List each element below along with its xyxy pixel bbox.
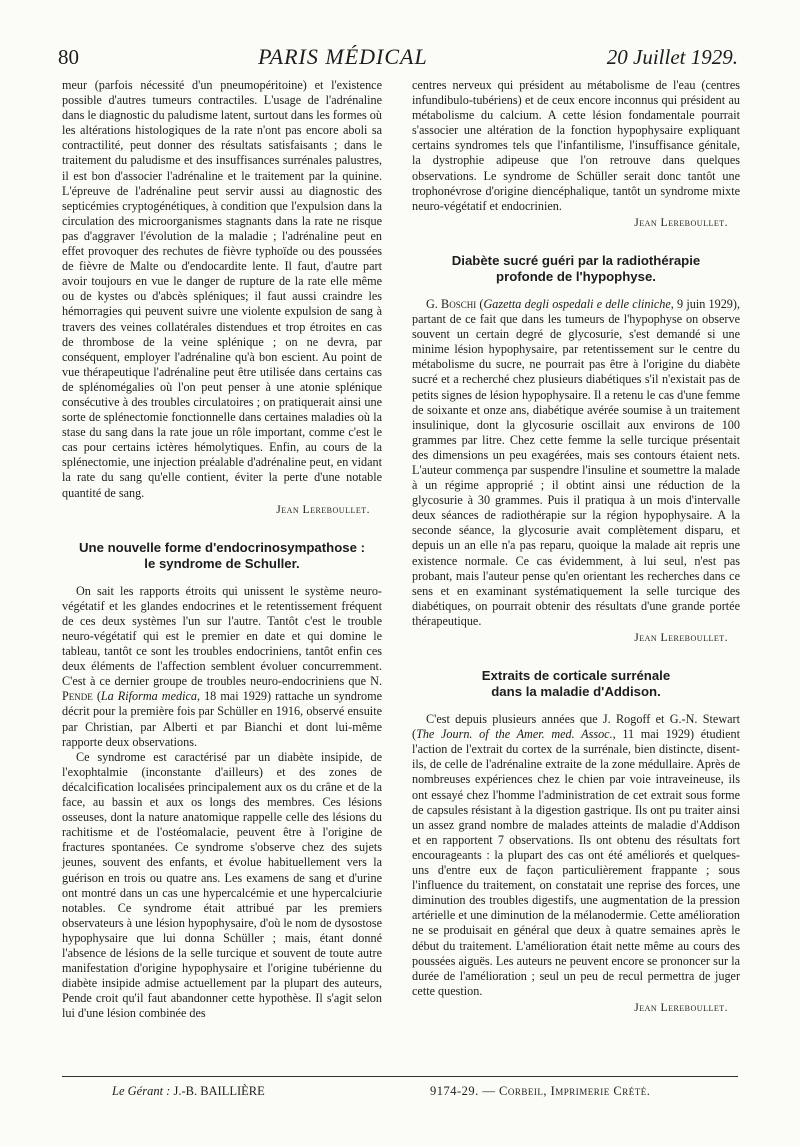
article-paragraph: Ce syndrome est caractérisé par un diabète insipide, de l'exophtalmie (inconstante d'ailleurs) et des zones de décalcification localisées principalement aux os du crâne et de la face, au bassin et aux os longs des membres. Ces lésions osseuses, dont la nature anatomique rappelle celle des lésions du rachitisme et de l'ostéomalacie, peuvent être à l'origine de fractures spontanées. Ce syndrome s'observe chez des sujets jeunes, souvent des enfants, et évolue habituellement vers la guérison en trois ou quatre ans. Les examens de sang et d'urine ont montré dans un cas une hypercalcémie et une hypercalciurie notables. Ce syndrome était attribué par les premiers observateurs à une lésion hypophysaire, d'où le nom de dysostose hypophysaire que lui donna Schüller ; mais, étant donné l'absence de lésions de la selle turcique et souvent de toute autre manifestation d'origine hypophysaire et l'origine tubérienne du diabète insipide admise actuellement par la plupart des auteurs, Pende croit qu'il faut abandonner cette hypothèse. Il s'agit selon lui d'une lésion combinée des xyxy=(62,749,382,1021)
page-number: 80 xyxy=(58,45,79,69)
article-paragraph: On sait les rapports étroits qui unissent le système neuro-végétatif et les glandes endocrines et le retentissement fréquent de ces deux systèmes l'un sur l'autre. Tantôt c'est le trouble neuro-végétatif qui est le premier en date et qui domine le tableau, tantôt ce sont les troubles endocriniens, tantôt enfin ces deux éléments de l'affection semblent évoluer concurremment. C'est à ce dernier groupe de troubles neuro-endocriniens que N. Pende (La Riforma medica, 18 mai 1929) rattache un syndrome décrit pour la première fois par Schüller en 1916, observé ensuite par Christian, par Alberti et par Bianchi et dont lui-même rapporte deux observations. xyxy=(62,583,383,749)
paragraph-text: On sait les rapports étroits qui unissent le système neuro-végétatif et les glandes endocrines et le retentissement fréquent de ces deux systèmes l'un sur l'autre. Tantôt c'est le trouble neuro-végétatif qui est le premier en date et qui domine le tableau, tantôt ce sont les troubles endocriniens, tantôt enfin ces deux éléments de l'affection semblent évoluer concurremment. C'est à ce dernier groupe de troubles neuro-endocriniens que xyxy=(62,583,382,689)
author-name: G. Boschi xyxy=(426,296,477,311)
article-title-line: Extraits de corticale surrénale xyxy=(481,668,671,684)
journal-reference: Gazetta degli ospedali e delle cliniche xyxy=(483,296,671,311)
printer-imprint: 9174-29. — Corbeil, Imprimerie Crété. xyxy=(430,1084,651,1098)
paragraph-text: , 9 juin 1929), partant de ce fait que dans les tumeurs de l'hypophyse on observe souvent un certain degré de glycosurie, s'est demandé si une minime lésion hypophysaire, par retentissement sur le centre du métabolisme du sucre, ne pourrait pas être à l'origine du diabète sucré et a recherché chez plusieurs diabétiques s'il n'existait pas de petits signes de lésion hypophysaire. Il a retenu le cas d'une femme de soixante et onze ans, diabétique avérée soumise à un traitement insulinique, dont la glycosurie oscillait aux environs de 100 grammes par litre. Chez cette femme la selle turcique présentait des dimensions un peu exagérées, mais ses contours étaient nets. L'auteur commença par suspendre l'insuline et soumettre la malade à un régime approprié ; il obtint ainsi une réduction de la glycosurie à 30 grammes. Puis il pratiqua à un mois d'intervalle deux séances de radiothérapie sur la région hypophysaire. A la seconde séance, la glycosurie avait complètement disparu, et depuis un an elle n'a pas reparu, quoique la malade ait repris une existence normale. Ce cas évidemment, à lui seul, n'est pas probant, mais l'auteur pense qu'en orientant les recherches dans ce sens et en examinant systématiquement la selle turcique des diabétiques, on pourrait obtenir des résultats d'une grande portée thérapeutique. xyxy=(412,296,741,628)
page-header xyxy=(58,44,738,74)
signature: Jean Lereboullet. xyxy=(634,632,728,644)
gerant-line xyxy=(112,1084,265,1099)
continued-paragraph: meur (parfois nécessité d'un pneumopéritoine) et l'existence possible d'autres tumeurs contractiles. L'usage de l'adrénaline dans le diagnostic du paludisme latent, surtout dans les formes où les altérations histologiques de la rate n'ont pas encore aboli sa contractilité, peut donner des résultats satisfaisants ; dans le traitement du paludisme et des insuffisances surrénales palustres, il est bon d'associer l'adrénaline et le traitement par la quinine. L'épreuve de l'adrénaline peut servir aussi au diagnostic des septicémies cryptogénétiques, à condition que l'expulsion dans la circulation des microorganismes stagnants dans la rate ne risque pas d'aggraver l'évolution de la maladie ; l'adrénaline peut en effet provoquer des rechutes de fièvre typhoïde ou des poussées de fièvre de Malte ou d'endocardite lente. Il faut, d'autre part avoir toujours en vue le danger de rupture de la rate elle même ou de kystes ou d'abcès spléniques; il faut aussi craindre les hémorragies qui peuvent suivre une violente expulsion de sang à travers des veines collatérales distendues et trop étroites en cas de thrombose de la veine splénique ; on ne devra, par conséquent, employer l'adrénaline qu'à bon escient. Au point de vue thérapeutique l'adrénaline peut être utilisée dans certains cas de splénomégalies où l'on peut penser à une atonie splénique consécutive à des troubles circulatoires ; on pratiquerait ainsi une sorte de splénectomie fonctionnelle dans certaines maladies où la stase du sang dans la rate joue un rôle important, comme c'est le cas pour certains ictères hémolytiques. Enfin, au cours de la splénectomie, une injection préalable d'adrénaline peut, en vidant la rate du sang qu'elle contient, éviter la perte d'une notable quantité de sang. xyxy=(62,78,382,500)
article-title xyxy=(62,540,382,572)
right-column xyxy=(412,78,740,1016)
footer-divider xyxy=(62,1076,738,1077)
article-title-line: profonde de l'hypophyse. xyxy=(496,268,656,284)
article-title-line: le syndrome de Schuller. xyxy=(144,555,300,571)
journal-title: PARIS MÉDICAL xyxy=(258,44,428,69)
gerant-name: J.-B. BAILLIÈRE xyxy=(173,1084,265,1098)
author-name: N. Pende xyxy=(62,674,382,704)
article-paragraph: C'est depuis plusieurs années que J. Rogoff et G.-N. Stewart (The Journ. of the Amer. med. Assoc., 11 mai 1929) étudient l'action de l'extrait du cortex de la surrénale, bien distincte, disent-ils, de celle de l'adrénaline extraite de la zone médullaire. Après de nombreuses expériences chez le chien par voie intraveineuse, ils ont essayé chez l'homme l'administration de cet extrait sous forme de capsules résistant à la digestion gastrique. Ils ont pu traiter ainsi un assez grand nombre de malades atteints de maladie d'Addison et en rapportent 7 observations. Ils ont obtenu des résultats fort encourageants : la plupart des cas ont été améliorés et quelques-uns d'entre eux de façon particulièrement frappante ; sous l'influence du traitement, on constatait une reprise des forces, une diminution des troubles digestifs, une augmentation de la pression artérielle et une diminution de la mélanodermie. Cette amélioration ne se produisait en général que deux à quatre semaines après le début du traitement. L'amélioration était nette même au cours des poussées aiguës. Les auteurs ne peuvent encore se prononcer sur la durée de l'amélioration ; seul un peu de recul permettra de juger cette question. xyxy=(412,712,740,998)
article-title xyxy=(412,668,740,700)
article-title-line: dans la maladie d'Addison. xyxy=(491,684,661,700)
article-title-line: Diabète sucré guéri par la radiothérapie xyxy=(451,252,701,268)
continued-paragraph: centres nerveux qui président au métabolisme de l'eau (centres infundibulo-tubériens) et de ceux encore inconnus qui président au métabolisme du calcium. A cette lésion fondamentale pourrait s'associer une altération de la fonction hypophysaire expliquant certains syndromes tels que l'infantilisme, l'insuffisance génitale, la dystrophie adipeuse que l'on retrouve dans quelques observations. Le syndrome de Schüller serait donc tantôt une trophonévrose d'origine diencéphalique, tantôt un syndrome mixte neuro-végétatif et endocrinien. xyxy=(412,78,740,213)
left-column xyxy=(62,78,382,1021)
journal-reference: La Riforma medica xyxy=(100,689,197,704)
gerant-label: Le Gérant : xyxy=(112,1084,171,1098)
paragraph-text: , 18 mai 1929) rattache un syndrome décrit pour la première fois par Schüller en 1916, observé ensuite par Christian, par Alberti et par Bianchi et dont lui-même rapporte deux observations. xyxy=(62,689,383,749)
author-name: C'est depuis plusieurs années que J. Rogoff et G.-N. Stewart xyxy=(426,712,740,727)
paragraph-text: , 11 mai 1929) étudient l'action de l'extrait du cortex de la surrénale, bien distincte, disent-ils, de celle de l'adrénaline extraite de la zone médullaire. Après de nombreuses expériences chez le chien par voie intraveineuse, ils ont essayé chez l'homme l'administration de cet extrait sous forme de capsules résistant à la digestion gastrique. Ils ont pu traiter ainsi un assez grand nombre de malades atteints de maladie d'Addison et en rapportent 7 observations. Ils ont obtenu des résultats fort encourageants : la plupart des cas ont été améliorés et quelques-uns d'entre eux de façon particulièrement frappante ; sous l'influence du traitement, on constatait une reprise des forces, une diminution des troubles digestifs, une augmentation de la pression artérielle et une diminution de la mélanodermie. Cette amélioration ne se produisait en général que deux à quatre semaines après le début du traitement. L'amélioration était nette même au cours des poussées aiguës. Les auteurs ne peuvent encore se prononcer sur la durée de l'amélioration ; seul un peu de recul permettra de juger cette question. xyxy=(412,727,740,998)
signature: Jean Lereboullet. xyxy=(634,216,728,229)
signature: Jean Lereboullet. xyxy=(276,503,370,516)
article-title xyxy=(412,253,740,285)
signature: Jean Lereboullet. xyxy=(634,1001,728,1014)
article-paragraph: G. Boschi (Gazetta degli ospedali e delle cliniche, 9 juin 1929), partant de ce fait que dans les tumeurs de l'hypophyse on observe souvent un certain degré de glycosurie, s'est demandé si une minime lésion hypophysaire, par retentissement sur le centre du métabolisme du sucre, ne pourrait pas être à l'origine du diabète sucré et a recherché chez plusieurs diabétiques s'il n'existait pas de petits signes de lésion hypophysaire. Il a retenu le cas d'une femme de soixante et onze ans, diabétique avérée soumise à un traitement insulinique, dont la glycosurie oscillait aux environs de 100 grammes par litre. Chez cette femme la selle turcique présentait des dimensions un peu exagérées, mais ses contours étaient nets. L'auteur commença par suspendre l'insuline et soumettre la malade à un régime approprié ; il obtint ainsi une réduction de la glycosurie à 30 grammes. Puis il pratiqua à un mois d'intervalle deux séances de radiothérapie sur la région hypophysaire. A la seconde séance, la glycosurie avait complètement disparu, et depuis un an elle n'a pas reparu, quoique la malade ait repris une existence normale. Ce cas évidemment, à lui seul, n'est pas probant, mais l'auteur pense qu'en orientant les recherches dans ce sens et en examinant systématiquement la selle turcique des diabétiques, on pourrait obtenir des résultats d'une grande portée thérapeutique. xyxy=(412,296,741,628)
journal-reference: The Journ. of the Amer. med. Assoc. xyxy=(416,727,613,742)
article-title-line: Une nouvelle forme d'endocrinosympathose : xyxy=(79,539,365,555)
issue-date: 20 Juillet 1929. xyxy=(606,45,738,69)
